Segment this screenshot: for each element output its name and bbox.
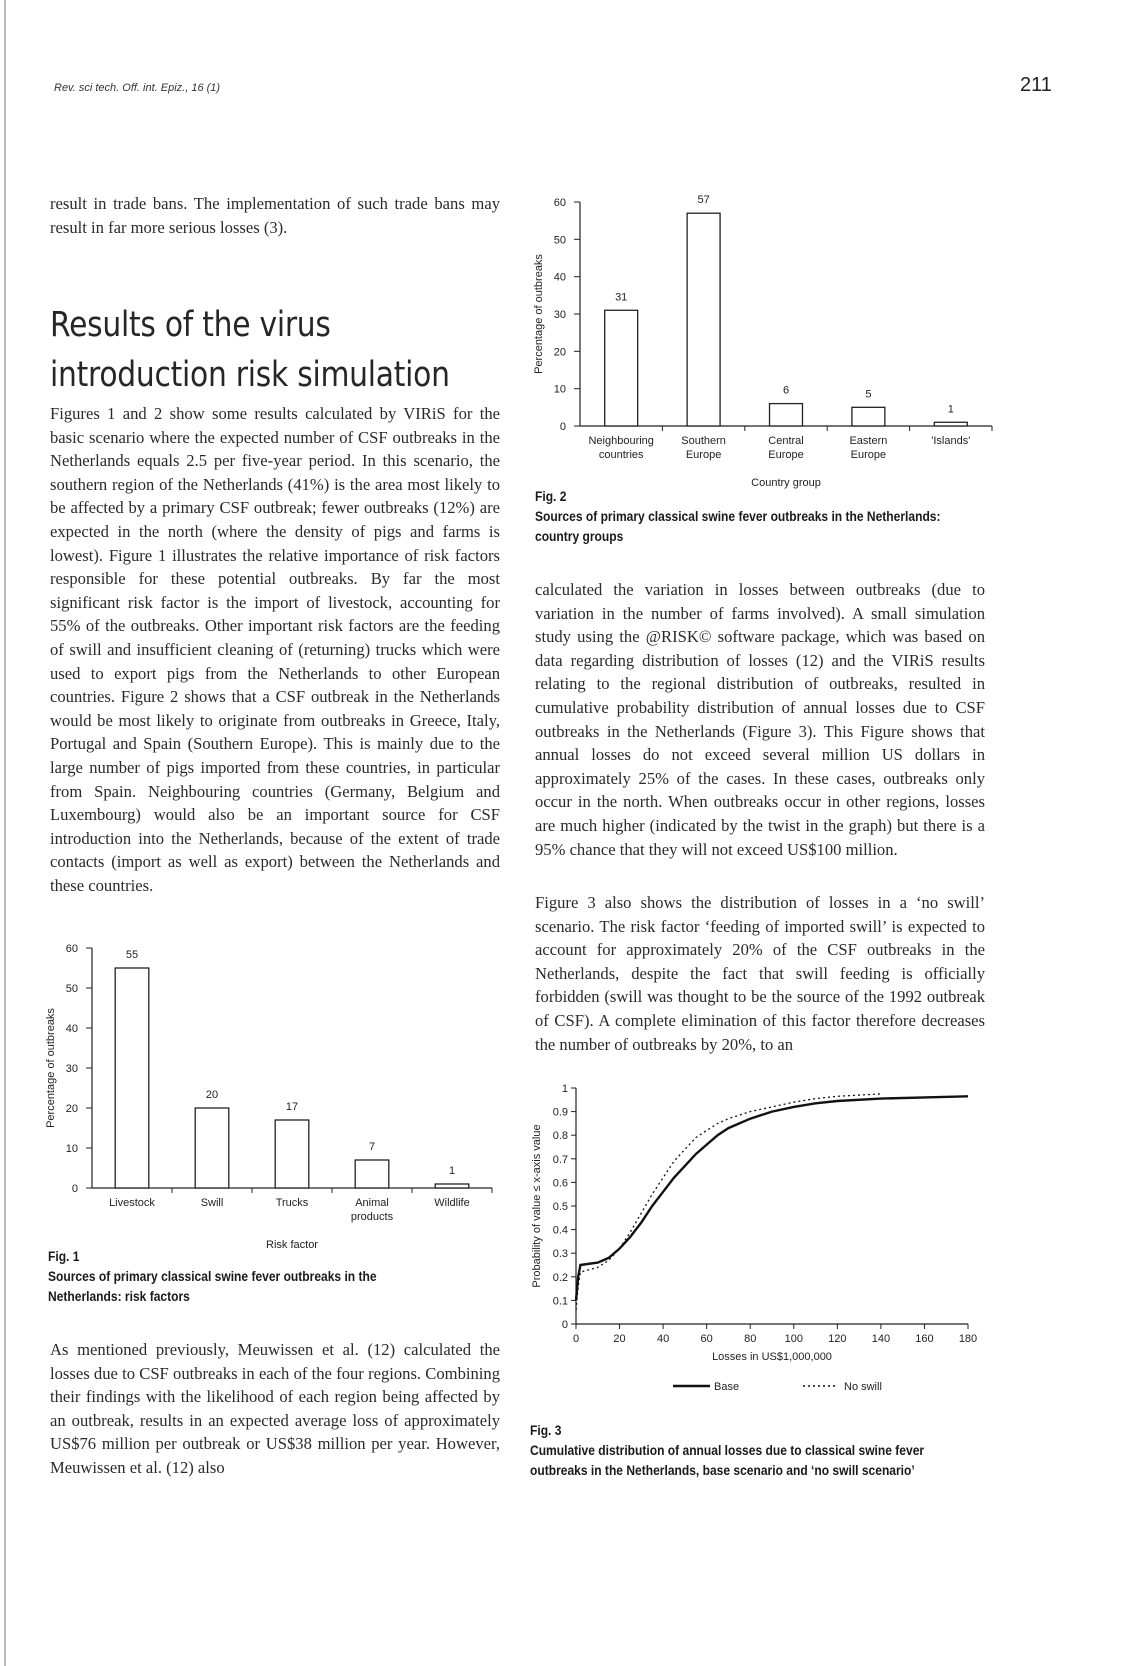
body-text: Figures 1 and 2 show some results calculated by VIRiS for the basic scenario where the expected number of CSF outbreaks in the Netherlands equals 2.5 per five-year period. In this scenario, the southern region of the Netherlands (41%) is the area most likely to be affected by a primary CSF outbreak; fewer outbreaks (12%) are expected in the north (where the density of pigs and farms is lowest). Figure 1 illustrates the relative importance of risk factors responsible for these potential outbreaks. By far the most significant risk factor is the import of livestock, accounting for 55% of the outbreaks. Other important risk factors are the feeding of swill and insufficient cleaning of (returning) trucks which were used to export pigs from the Netherlands to other European countries. Figure 2 shows that a CSF outbreak in the Netherlands would be most likely to originate from outbreaks in Greece, Italy, Portugal and Spain (Southern Europe). This is mainly due to the large number of pigs imported from these countries, in particular from Spain. Neighbouring countries (Germany, Belgium and Luxembourg) would also be an important source for CSF introduction into the Netherlands, because of the extent of trade contacts (import as well as export) between the Netherlands and these countries. (50, 404, 500, 895)
figure-2-label: Fig. 2 (535, 488, 567, 504)
page-spine-line (4, 0, 6, 1666)
left-intro-paragraph (50, 192, 500, 239)
x-tick-label: Southern (681, 435, 726, 447)
x-tick-label: Europe (768, 449, 804, 461)
bar (195, 1108, 229, 1188)
figure-3-label: Fig. 3 (530, 1422, 562, 1438)
figure-1-caption (48, 1246, 452, 1306)
bar (687, 213, 720, 426)
y-tick-label: 60 (553, 197, 566, 209)
x-tick-label: Europe (685, 449, 722, 461)
y-tick-label: 0.9 (552, 1106, 568, 1119)
figure-3-chart (528, 1074, 998, 1414)
intro-text: result in trade bans. The implementation of such trade bans may result in far more serious losses (3). (50, 194, 500, 237)
figure-3-caption-text: Cumulative distribution of annual losses due to classical swine fever outbreaks in the Netherlands, base scenario and ‘no swill scenario’ (530, 1442, 925, 1478)
figure-3-caption (530, 1420, 960, 1480)
y-tick-label: 0 (561, 1319, 568, 1331)
x-tick-label: 180 (958, 1333, 978, 1345)
running-head: Rev. sci tech. Off. int. Epiz., 16 (1) (54, 82, 221, 94)
data-label: 55 (125, 949, 139, 961)
y-tick-label: 0.1 (552, 1295, 568, 1308)
x-tick-label: products (350, 1211, 394, 1223)
y-axis-label: Percentage of outbreaks (533, 254, 545, 374)
data-label: 1 (947, 403, 954, 416)
y-tick-label: 50 (553, 234, 566, 247)
bar (435, 1184, 469, 1188)
y-tick-label: 0.7 (552, 1153, 568, 1166)
bar (605, 310, 638, 426)
right-body-paragraph-1 (535, 578, 985, 861)
x-tick-label: Central (768, 435, 804, 447)
series-line-base (576, 1096, 968, 1300)
y-tick-label: 0 (559, 421, 566, 433)
y-tick-label: 30 (553, 309, 566, 321)
bar (934, 422, 967, 426)
y-tick-label: 0 (71, 1183, 78, 1195)
y-tick-label: 0.2 (552, 1271, 568, 1284)
x-tick-label: Neighbouring (588, 435, 654, 447)
figure-1-caption-text: Sources of primary classical swine fever outbreaks in the Netherlands: risk factors (48, 1268, 377, 1304)
y-tick-label: 1 (561, 1083, 568, 1095)
y-axis-label: Percentage of outbreaks (45, 1008, 57, 1128)
y-axis-label: Probability of value ≤ x-axis value (531, 1124, 543, 1288)
data-label: 6 (782, 384, 790, 397)
x-tick-label: 120 (828, 1333, 847, 1345)
right-body-paragraph-2 (535, 891, 985, 1056)
bar (275, 1120, 309, 1188)
figure-2-caption (535, 486, 948, 546)
x-tick-label: Trucks (275, 1197, 309, 1209)
data-label: 1 (448, 1165, 456, 1177)
figure-1-chart (40, 936, 510, 1256)
x-tick-label: 100 (784, 1333, 803, 1345)
x-tick-label: 40 (656, 1333, 670, 1345)
series-line-no-swill (576, 1094, 881, 1310)
right-text-2: Figure 3 also shows the distribution of losses in a ‘no swill’ scenario. The risk factor ‘feeding of imported swill’ is expected to account for approximately 20% of the CSF outbreaks in the Netherlands, despite the fact that swill feeding is officially forbidden (swill was thought to be the source of the 1992 outbreak of CSF). A complete elimination of this factor therefore decreases the number of outbreaks by 20%, to an (535, 893, 985, 1054)
bar (115, 968, 149, 1188)
data-label: 7 (368, 1141, 376, 1153)
x-tick-label: countries (598, 449, 644, 461)
bar (355, 1160, 389, 1188)
x-tick-label: 160 (915, 1333, 934, 1345)
y-tick-label: 0.5 (552, 1201, 568, 1213)
x-tick-label: 80 (744, 1333, 757, 1345)
bar (852, 407, 885, 426)
y-tick-label: 50 (65, 983, 78, 995)
y-tick-label: 0.3 (552, 1248, 568, 1261)
data-label: 31 (615, 291, 628, 304)
x-tick-label: 140 (871, 1333, 891, 1345)
right-text-1: calculated the variation in losses between outbreaks (due to variation in the number of farms involved). A small simulation study using the @RISK© software package, which was based on data regarding distribution of losses (12) and the VIRiS results relating to the regional distribution of outbreaks, resulted in cumulative probability distribution of annual losses due to CSF outbreaks in the Netherlands (Figure 3). This Figure shows that annual losses do not exceed several million US dollars in approximately 25% of the cases. In these cases, outbreaks only occur in the north. When outbreaks occur in other regions, losses are much higher (indicated by the twist in the graph) but there is a 95% chance that they will not exceed US$100 million. (535, 580, 985, 859)
y-tick-label: 0.4 (552, 1224, 568, 1237)
legend-noswill-label: No swill (844, 1381, 882, 1393)
bar (770, 404, 803, 426)
x-tick-label: Swill (200, 1197, 224, 1209)
y-tick-label: 0.6 (552, 1177, 568, 1190)
x-axis-label: Losses in US$1,000,000 (712, 1351, 832, 1363)
section-heading: Results of the virus introduction risk simulation (50, 305, 450, 395)
figure-2-chart (530, 190, 1000, 500)
y-tick-label: 40 (65, 1023, 78, 1035)
figure-1-label: Fig. 1 (48, 1248, 80, 1264)
y-tick-label: 20 (65, 1103, 78, 1115)
x-tick-label: Eastern (849, 435, 888, 447)
x-tick-label: Livestock (109, 1197, 155, 1209)
x-axis-label: Country group (751, 477, 821, 489)
x-tick-label: Wildlife (434, 1197, 470, 1209)
x-tick-label: 0 (572, 1333, 580, 1345)
x-axis-label: Risk factor (266, 1239, 318, 1251)
y-tick-label: 10 (553, 383, 566, 396)
y-tick-label: 60 (65, 943, 78, 955)
data-label: 5 (865, 388, 872, 401)
page-number: 211 (1020, 74, 1052, 96)
data-label: 57 (697, 194, 710, 207)
x-tick-label: 20 (613, 1333, 626, 1345)
x-tick-label: 'Islands' (931, 435, 971, 447)
left-body-paragraph (50, 402, 500, 897)
y-tick-label: 20 (553, 346, 566, 359)
bottom-text: As mentioned previously, Meuwissen et al. (12) calculated the losses due to CSF outbreaks in each of the four regions. Combining their findings with the likelihood of each region being affected by an outbreak, results in an expected average loss of approximately US$76 million per outbreak or US$38 million per year. However, Meuwissen et al. (12) also (50, 1340, 500, 1477)
x-tick-label: Animal (355, 1197, 389, 1209)
left-bottom-paragraph (50, 1338, 500, 1480)
x-tick-label: Europe (850, 449, 887, 461)
y-tick-label: 10 (65, 1143, 78, 1155)
legend-base-label: Base (714, 1381, 740, 1393)
x-tick-label: 60 (700, 1333, 713, 1345)
data-label: 20 (205, 1089, 219, 1101)
y-tick-label: 40 (553, 271, 566, 284)
y-tick-label: 0.8 (552, 1130, 568, 1143)
data-label: 17 (285, 1101, 299, 1113)
y-tick-label: 30 (65, 1063, 78, 1075)
figure-2-caption-text: Sources of primary classical swine fever outbreaks in the Netherlands: country groups (535, 508, 941, 544)
